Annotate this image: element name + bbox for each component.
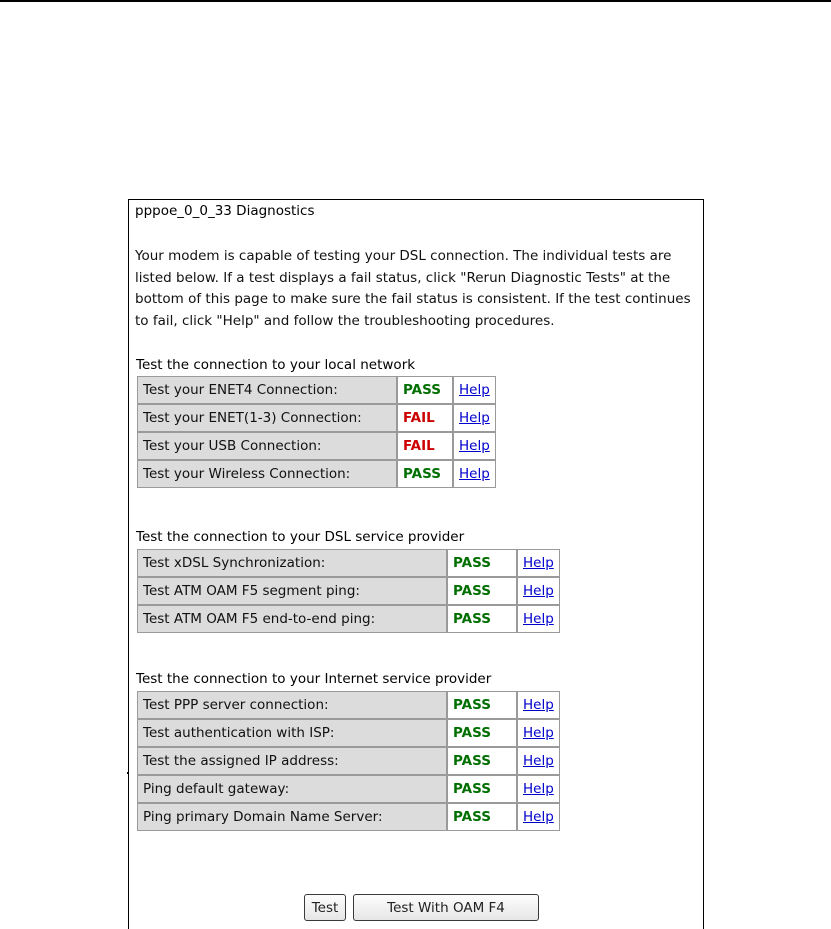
help-link[interactable]: Help — [523, 583, 554, 599]
help-cell — [453, 404, 496, 432]
section-title-local-network: Test the connection to your local network — [136, 357, 416, 373]
help-link[interactable]: Help — [459, 410, 490, 426]
help-cell — [453, 460, 496, 488]
help-cell — [517, 605, 560, 633]
local-network-table — [137, 376, 496, 488]
test-label: Test your USB Connection: — [137, 432, 397, 460]
status-badge: PASS — [447, 747, 517, 775]
help-cell — [517, 577, 560, 605]
table-row — [137, 803, 560, 831]
status-badge: FAIL — [397, 432, 453, 460]
table-row — [137, 432, 496, 460]
status-badge: PASS — [447, 691, 517, 719]
help-cell — [517, 803, 560, 831]
status-badge: PASS — [447, 719, 517, 747]
test-label: Test your Wireless Connection: — [137, 460, 397, 488]
test-label: Test your ENET4 Connection: — [137, 376, 397, 404]
test-label: Test the assigned IP address: — [137, 747, 447, 775]
isp-table — [137, 691, 560, 831]
dsl-provider-table — [137, 549, 560, 633]
help-cell — [517, 775, 560, 803]
help-link[interactable]: Help — [459, 382, 490, 398]
help-link[interactable]: Help — [523, 809, 554, 825]
help-link[interactable]: Help — [459, 438, 490, 454]
test-label: Ping primary Domain Name Server: — [137, 803, 447, 831]
test-label: Test ATM OAM F5 end-to-end ping: — [137, 605, 447, 633]
status-badge: PASS — [397, 460, 453, 488]
help-link[interactable]: Help — [523, 611, 554, 627]
table-row — [137, 605, 560, 633]
help-link[interactable]: Help — [523, 781, 554, 797]
diagnostics-panel — [128, 199, 704, 929]
help-cell — [517, 549, 560, 577]
table-row — [137, 549, 560, 577]
test-button[interactable]: Test — [304, 894, 346, 921]
table-row — [137, 460, 496, 488]
status-badge: PASS — [447, 577, 517, 605]
section-title-isp: Test the connection to your Internet service provider — [136, 671, 492, 687]
table-row — [137, 747, 560, 775]
status-badge: PASS — [447, 605, 517, 633]
test-label: Test your ENET(1-3) Connection: — [137, 404, 397, 432]
test-label: Test xDSL Synchronization: — [137, 549, 447, 577]
help-cell — [517, 747, 560, 775]
table-row — [137, 775, 560, 803]
status-badge: FAIL — [397, 404, 453, 432]
table-row — [137, 719, 560, 747]
table-row — [137, 404, 496, 432]
help-cell — [517, 719, 560, 747]
help-link[interactable]: Help — [523, 753, 554, 769]
table-row — [137, 577, 560, 605]
intro-text: Your modem is capable of testing your DSL connection. The individual tests are listed below. If a test displays a fail status, click "Rerun Diagnostic Tests" at the bottom of this page to make sure the fail status is consistent. If the test continues to fail, click "Help" and follow the troubleshooting procedures. — [135, 248, 691, 329]
table-row — [137, 376, 496, 404]
help-cell — [517, 691, 560, 719]
help-link[interactable]: Help — [523, 725, 554, 741]
help-link[interactable]: Help — [523, 555, 554, 571]
test-with-oam-f4-button[interactable]: Test With OAM F4 — [353, 894, 539, 921]
test-label: Test PPP server connection: — [137, 691, 447, 719]
help-link[interactable]: Help — [523, 697, 554, 713]
status-badge: PASS — [447, 775, 517, 803]
help-link[interactable]: Help — [459, 466, 490, 482]
page-title: pppoe_0_0_33 Diagnostics — [135, 203, 315, 219]
status-badge: PASS — [447, 803, 517, 831]
test-label: Test authentication with ISP: — [137, 719, 447, 747]
table-row — [137, 691, 560, 719]
test-label: Test ATM OAM F5 segment ping: — [137, 577, 447, 605]
status-badge: PASS — [397, 376, 453, 404]
top-rule — [0, 0, 831, 2]
help-cell — [453, 432, 496, 460]
section-title-dsl-provider: Test the connection to your DSL service provider — [136, 529, 465, 545]
help-cell — [453, 376, 496, 404]
status-badge: PASS — [447, 549, 517, 577]
test-label: Ping default gateway: — [137, 775, 447, 803]
